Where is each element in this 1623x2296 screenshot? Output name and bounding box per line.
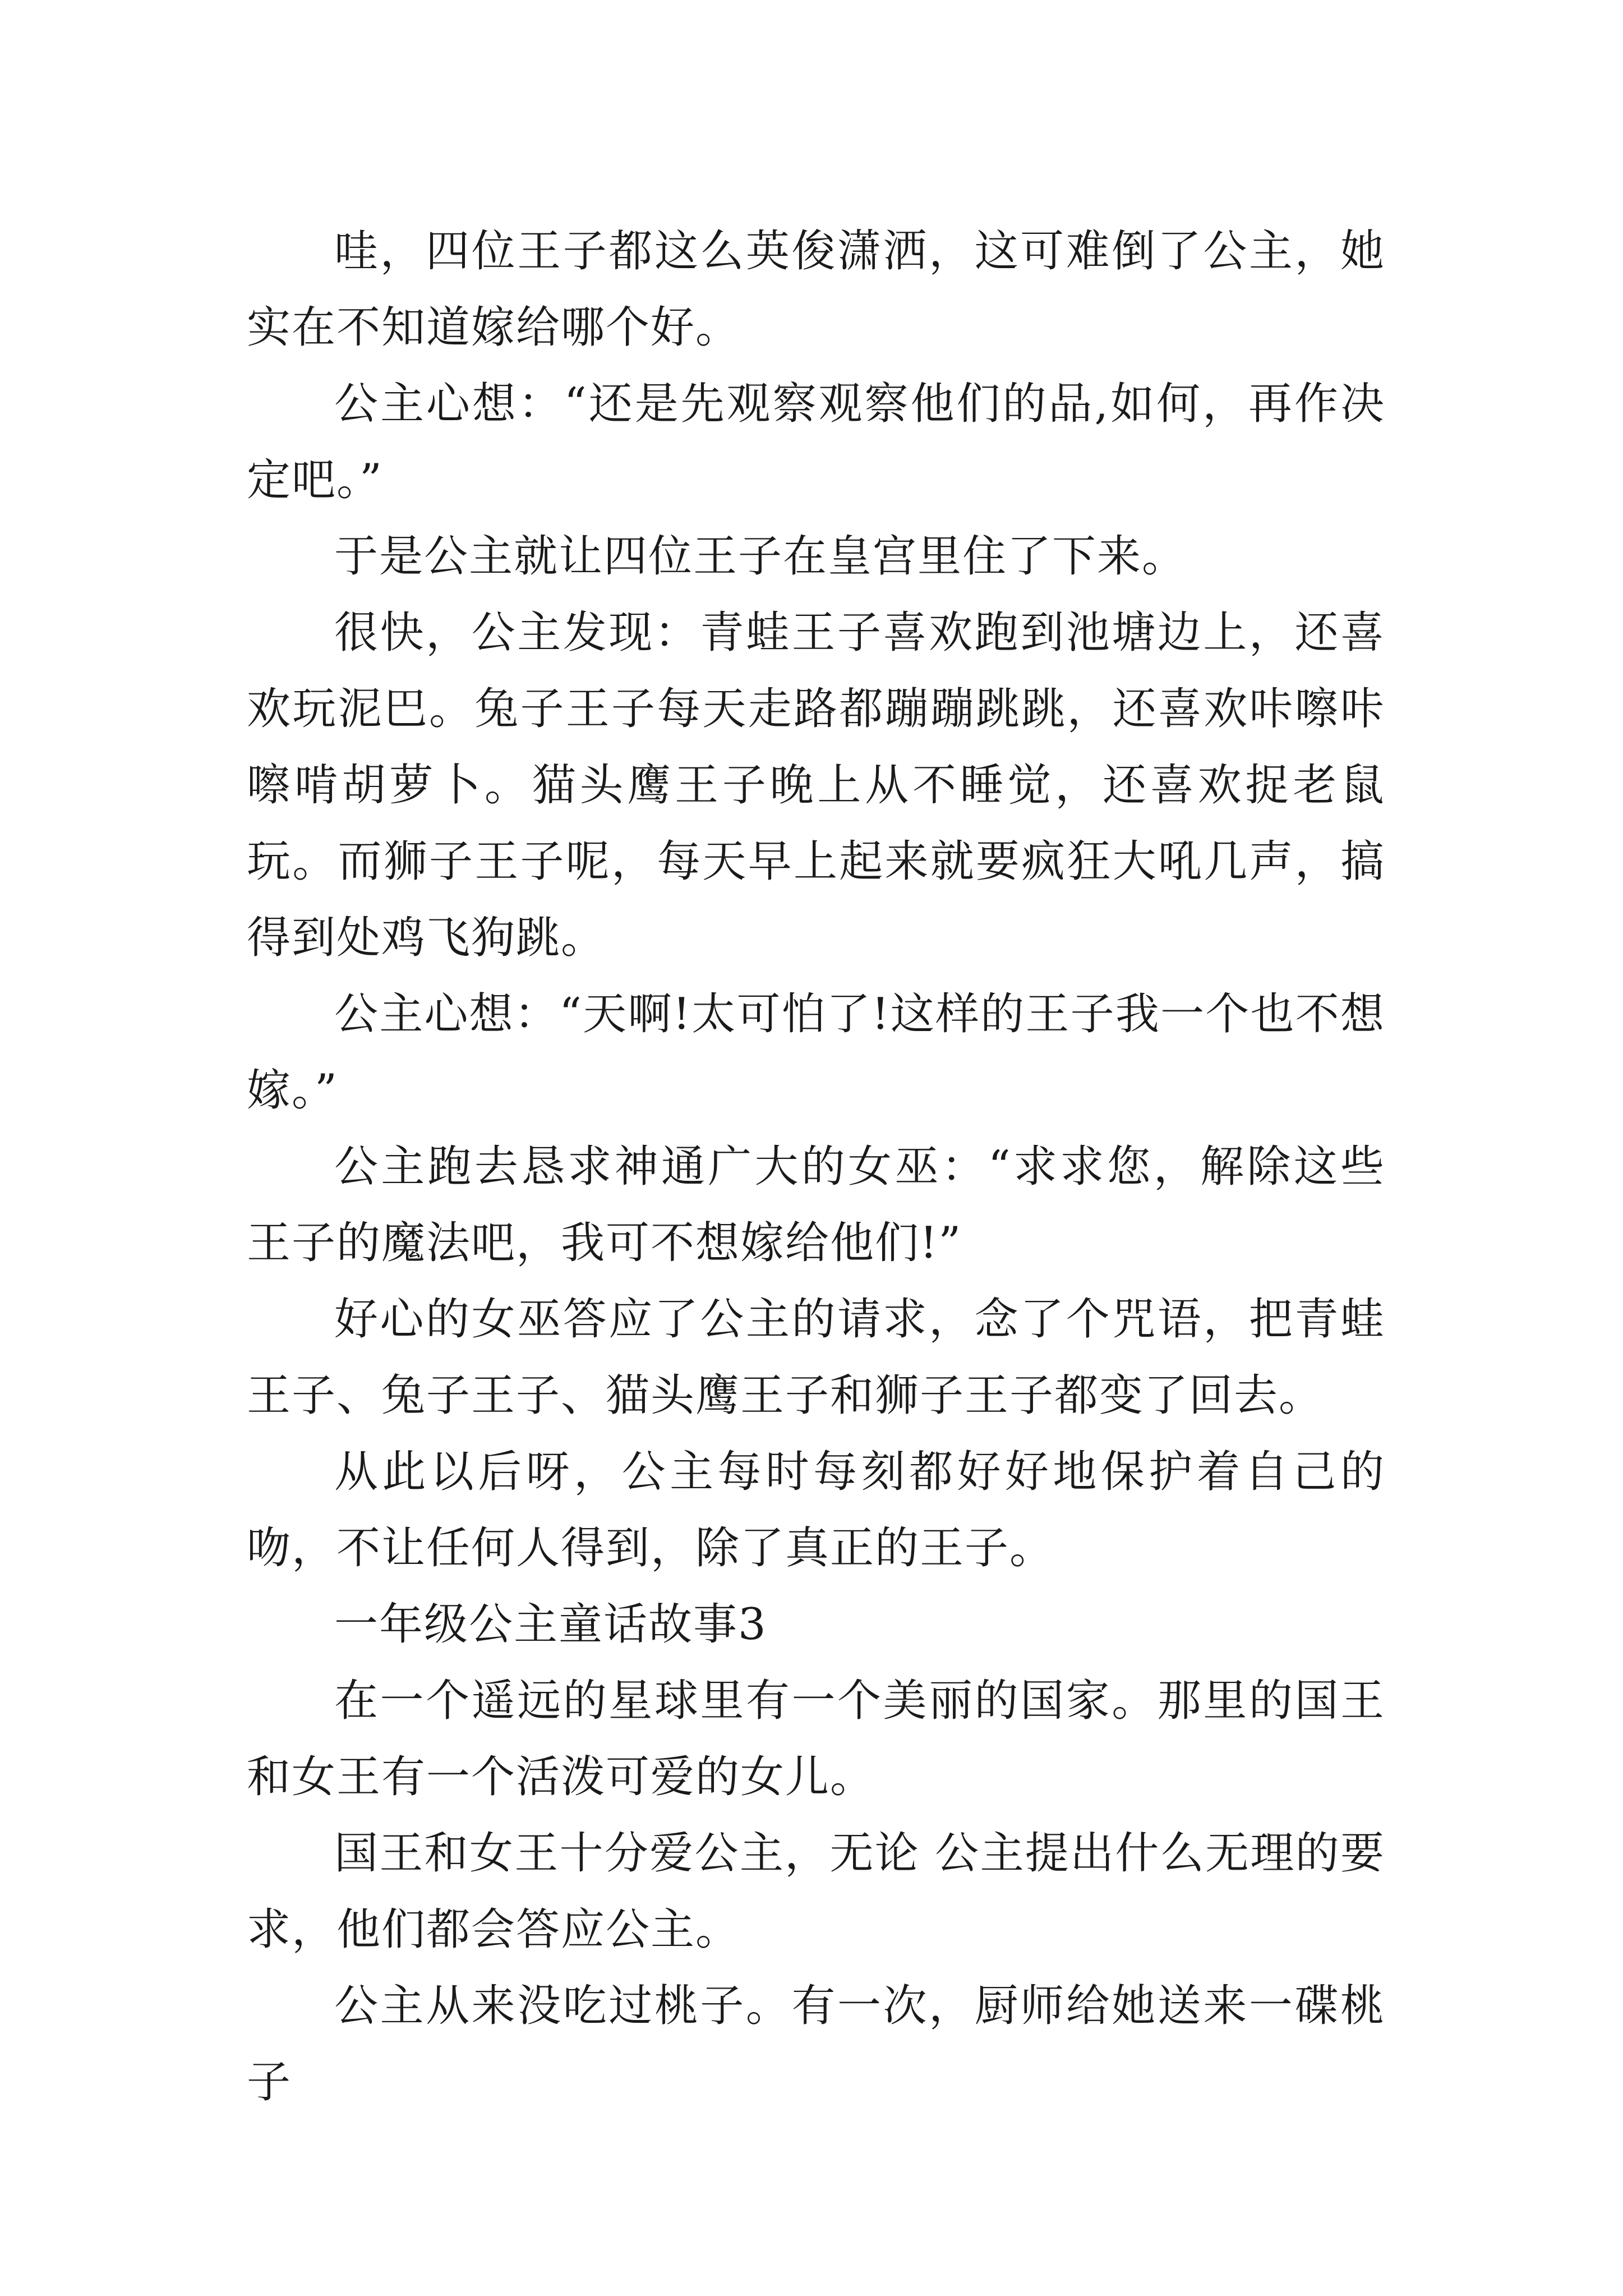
paragraph-4: 很快，公主发现：青蛙王子喜欢跑到池塘边上，还喜欢玩泥巴。兔子王子每天走路都蹦蹦跳跳，还喜欢咔嚓咔嚓啃胡萝卜。猫头鹰王子晚上从不睡觉，还喜欢捉老鼠玩。而狮子王子呢，每天早上起来就要疯狂大吼几声，搞得到处鸡飞狗跳。 [247, 608, 1385, 963]
paragraph-10: 国王和女王十分爱公主，无论 公主提出什么无理的要求，他们都会答应公主。 [247, 1828, 1385, 1955]
paragraph-6: 公主跑去恳求神通广大的女巫：“求求您，解除这些王子的魔法吧，我可不想嫁给他们!” [247, 1142, 1385, 1268]
paragraph-2: 公主心想：“还是先观察观察他们的品,如何，再作决定吧。” [247, 379, 1385, 505]
paragraph-7: 好心的女巫答应了公主的请求，念了个咒语，把青蛙王子、兔子王子、猫头鹰王子和狮子王子都变了回去。 [247, 1294, 1385, 1421]
paragraph-8: 从此以后呀，公主每时每刻都好好地保护着自己的吻，不让任何人得到，除了真正的王子。 [247, 1447, 1385, 1573]
story-text [247, 213, 1385, 2120]
paragraph-5: 公主心想：“天啊!太可怕了!这样的王子我一个也不想嫁。” [247, 989, 1385, 1116]
section-heading: 一年级公主童话故事3 [334, 1599, 767, 1650]
paragraph-1: 哇，四位王子都这么英俊潇洒，这可难倒了公主，她实在不知道嫁给哪个好。 [247, 226, 1385, 353]
paragraph-3: 于是公主就让四位王子在皇宫里住了下来。 [334, 531, 1187, 582]
paragraph-9: 在一个遥远的星球里有一个美丽的国家。那里的国王和女王有一个活泼可爱的女儿。 [247, 1676, 1385, 1802]
paragraph-11: 公主从来没吃过桃子。有一次，厨师给她送来一碟桃子 [247, 1981, 1385, 2108]
